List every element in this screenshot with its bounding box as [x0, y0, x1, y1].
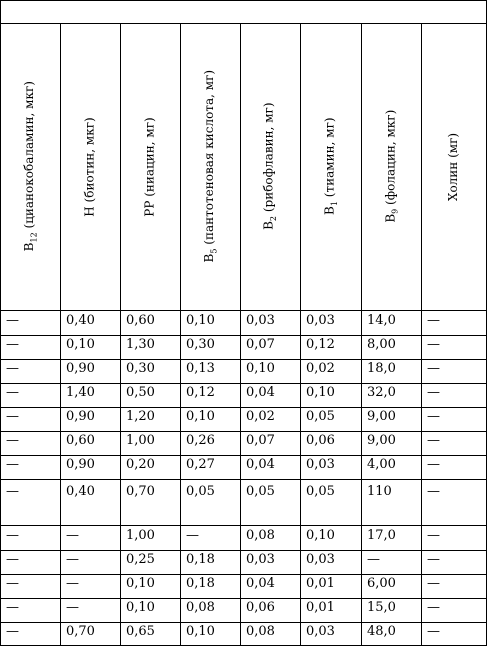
column-header [240, 23, 300, 310]
table-cell: 0,40 [66, 313, 95, 328]
table-cell: 1,40 [66, 385, 95, 400]
row-divider [0, 525, 487, 526]
table-cell: 0,40 [66, 484, 95, 499]
row-divider [0, 622, 487, 623]
header-main-text: B [201, 253, 216, 263]
table-cell: 0,07 [246, 433, 275, 448]
table-cell: — [427, 457, 440, 472]
column-header [421, 23, 486, 310]
column-header [300, 23, 361, 310]
table-cell: — [427, 409, 440, 424]
table-cell: 0,05 [186, 484, 215, 499]
table-cell: — [6, 433, 19, 448]
table-cell: 0,02 [246, 409, 275, 424]
header-subscript: 1 [329, 201, 339, 207]
table-border-top [0, 0, 487, 1]
table-cell: — [6, 552, 19, 567]
table-cell: 0,08 [186, 600, 215, 615]
table-cell: 0,90 [66, 457, 95, 472]
row-divider [0, 383, 487, 384]
table-cell: 8,00 [367, 337, 396, 352]
header-subscript: 12 [29, 232, 39, 243]
table-cell: 48,0 [367, 624, 396, 639]
table-cell: 0,25 [126, 552, 155, 567]
table-cell: 0,10 [306, 385, 335, 400]
header-main-text: B [382, 214, 397, 223]
table-cell: 0,20 [126, 457, 155, 472]
table-cell: — [6, 409, 19, 424]
table-cell: 1,00 [126, 433, 155, 448]
header-main-text: B [21, 242, 36, 252]
table-cell: 0,03 [306, 457, 335, 472]
table-cell: 0,02 [306, 361, 335, 376]
column-header-label [383, 110, 399, 223]
table-cell: 0,04 [246, 576, 275, 591]
table-cell: — [427, 624, 440, 639]
row-divider [0, 598, 487, 599]
table-cell: 0,05 [246, 484, 275, 499]
table-cell: 0,10 [306, 528, 335, 543]
column-header-label [202, 70, 218, 262]
table-cell: — [427, 600, 440, 615]
table-cell: 0,03 [306, 624, 335, 639]
table-cell: 0,90 [66, 361, 95, 376]
table-cell: 0,50 [126, 385, 155, 400]
column-header [361, 23, 421, 310]
column-header-label [322, 118, 338, 215]
table-cell: 17,0 [367, 528, 396, 543]
column-header-label [83, 117, 97, 216]
table-cell: 0,13 [186, 361, 215, 376]
table-cell: 0,18 [186, 576, 215, 591]
row-divider [0, 335, 487, 336]
table-cell: 0,12 [306, 337, 335, 352]
row-divider [0, 431, 487, 432]
table-cell: 0,08 [246, 624, 275, 639]
table-cell: — [6, 528, 19, 543]
row-divider [0, 359, 487, 360]
header-subscript: 2 [269, 216, 279, 222]
table-cell: — [6, 337, 19, 352]
table-cell: 0,03 [246, 552, 275, 567]
header-main-text: PP (ниацин, мг) [143, 116, 158, 217]
table-cell: — [66, 528, 79, 543]
table-cell: 9,00 [367, 409, 396, 424]
header-rest-text: (цианокобаламин, мкг) [21, 81, 36, 233]
table-cell: — [6, 361, 19, 376]
table-cell: 0,10 [186, 624, 215, 639]
table-cell: — [6, 313, 19, 328]
table-cell: 32,0 [367, 385, 396, 400]
table-cell: — [427, 385, 440, 400]
table-cell: 0,27 [186, 457, 215, 472]
table-cell: 1,00 [126, 528, 155, 543]
table-cell: — [66, 576, 79, 591]
table-cell: — [427, 361, 440, 376]
table-cell: 0,90 [66, 409, 95, 424]
header-subscript: 5 [209, 248, 219, 254]
table-cell: — [6, 624, 19, 639]
table-cell: — [427, 576, 440, 591]
table-cell: — [6, 457, 19, 472]
header-main-text: H (биотин, мкг) [83, 116, 98, 217]
table-cell: — [66, 552, 79, 567]
table-cell: — [6, 600, 19, 615]
column-header-label [143, 117, 157, 216]
column-header [0, 23, 60, 310]
table-cell: 0,70 [66, 624, 95, 639]
header-subscript: 9 [390, 209, 400, 215]
header-main-text: Холин (мг) [446, 132, 461, 201]
header-rest-text: (тиамин, мг) [322, 117, 337, 202]
table-cell: 15,0 [367, 600, 396, 615]
table-cell: 0,30 [126, 361, 155, 376]
column-header-label [22, 81, 38, 251]
table-cell: 0,06 [306, 433, 335, 448]
table-cell: 0,10 [186, 313, 215, 328]
table-cell: 0,03 [306, 313, 335, 328]
table-cell: 0,04 [246, 457, 275, 472]
header-rest-text: (рибофлавин, мг) [261, 102, 276, 217]
table-cell: 0,30 [186, 337, 215, 352]
table-cell: 0,03 [306, 552, 335, 567]
table-cell: — [427, 484, 440, 499]
header-divider [0, 310, 487, 311]
column-header-label [447, 132, 461, 200]
table-cell: — [6, 576, 19, 591]
table-cell: — [427, 528, 440, 543]
table-cell: — [6, 484, 19, 499]
column-header [180, 23, 240, 310]
table-cell: — [367, 552, 380, 567]
header-rest-text: (фолацин, мкг) [382, 110, 397, 210]
header-main-text: B [261, 221, 276, 231]
table-cell: 9,00 [367, 433, 396, 448]
table-cell: 0,07 [246, 337, 275, 352]
table-cell: 0,60 [66, 433, 95, 448]
table-cell: 0,12 [186, 385, 215, 400]
table-cell: 0,60 [126, 313, 155, 328]
table-cell: 6,00 [367, 576, 396, 591]
table-cell: 0,06 [246, 600, 275, 615]
table-cell: 0,18 [186, 552, 215, 567]
header-main-text: B [322, 206, 337, 216]
column-header [60, 23, 120, 310]
table-cell: 0,05 [306, 484, 335, 499]
table-cell: 4,00 [367, 457, 396, 472]
table-cell: 0,10 [66, 337, 95, 352]
table-cell: 0,65 [126, 624, 155, 639]
table-cell: 0,08 [246, 528, 275, 543]
table-cell: 0,10 [186, 409, 215, 424]
table-cell: — [186, 528, 199, 543]
table-cell: 0,26 [186, 433, 215, 448]
column-header [120, 23, 180, 310]
row-divider [0, 574, 487, 575]
table-cell: 0,05 [306, 409, 335, 424]
table-cell: 0,10 [246, 361, 275, 376]
table-cell: 0,04 [246, 385, 275, 400]
header-rest-text: (пантотеновая кислота, мг) [201, 70, 216, 249]
row-divider [0, 407, 487, 408]
table-cell: — [427, 552, 440, 567]
table-cell: 0,03 [246, 313, 275, 328]
row-divider [0, 479, 487, 480]
row-divider [0, 455, 487, 456]
table-cell: — [427, 433, 440, 448]
table-cell: 0,70 [126, 484, 155, 499]
table-cell: 0,10 [126, 600, 155, 615]
table-cell: 0,01 [306, 600, 335, 615]
table-cell: 18,0 [367, 361, 396, 376]
table-cell: 14,0 [367, 313, 396, 328]
table-cell: 0,01 [306, 576, 335, 591]
table-cell: — [6, 385, 19, 400]
table-cell: — [66, 600, 79, 615]
column-header-label [262, 103, 278, 230]
row-divider [0, 550, 487, 551]
table-cell: 1,30 [126, 337, 155, 352]
table-cell: 1,20 [126, 409, 155, 424]
table-cell: — [427, 313, 440, 328]
table-cell: — [427, 337, 440, 352]
table-cell: 0,10 [126, 576, 155, 591]
table-cell: 110 [367, 484, 392, 499]
